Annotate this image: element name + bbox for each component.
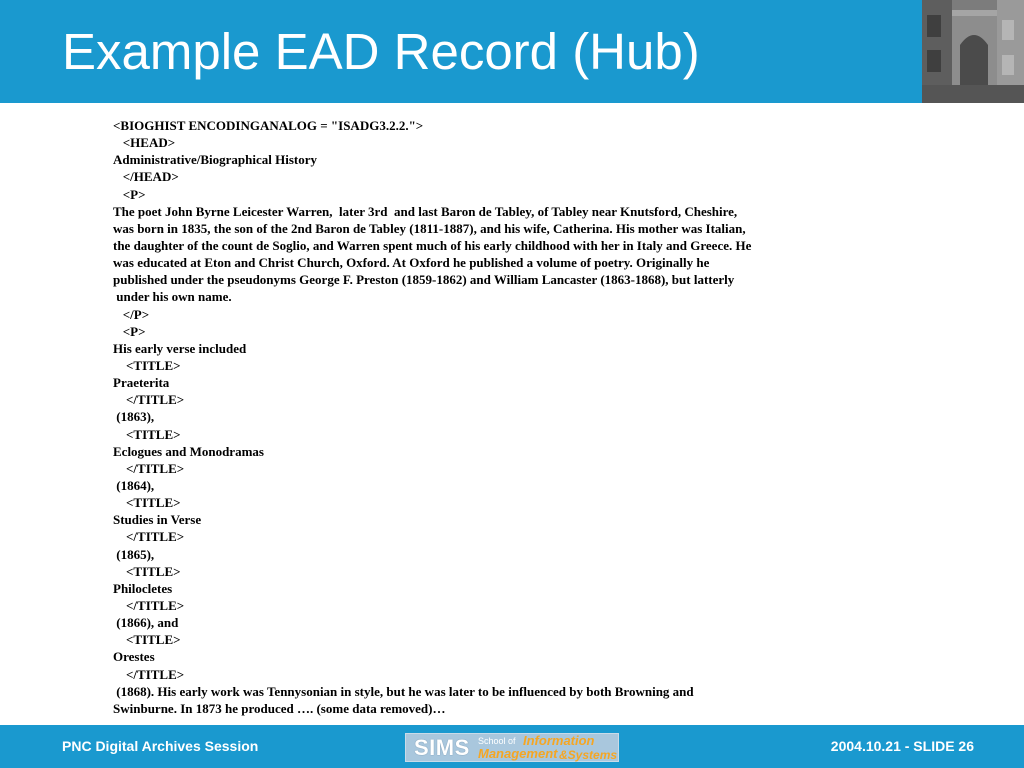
- text-line: (1865),: [113, 546, 155, 562]
- text-line: <TITLE>: [113, 563, 181, 579]
- text-line: was born in 1835, the son of the 2nd Baron de Tabley (1811-1887), and his wife, Catherina. His mother was Italian,: [113, 220, 746, 236]
- text-line: <TITLE>: [113, 357, 181, 373]
- header-bar: [0, 0, 1024, 103]
- text-line: (1868). His early work was Tennysonian in style, but he was later to be influenced by both Browning and: [113, 683, 694, 699]
- text-line: </TITLE>: [113, 529, 185, 545]
- text-line: </TITLE>: [113, 460, 185, 476]
- logo-management-text: Management: [478, 746, 558, 761]
- text-line: published under the pseudonyms George F. Preston (1859-1862) and William Lancaster (1863-1868), but latterly: [113, 272, 735, 288]
- text-line: Swinburne. In 1873 he produced …. (some data removed)…: [113, 700, 446, 716]
- ead-record-text: [113, 117, 833, 717]
- text-line: Studies in Verse: [113, 512, 202, 528]
- text-line: His early verse included: [113, 340, 247, 356]
- text-line: the daughter of the count de Soglio, and Warren spent much of his early childhood with her in Italy and Greece. He: [113, 237, 752, 253]
- text-line: The poet John Byrne Leicester Warren, later 3rd and last Baron de Tabley, of Tabley near Knutsford, Cheshire,: [113, 203, 738, 219]
- text-line: <P>: [113, 323, 146, 339]
- text-line: under his own name.: [113, 289, 232, 305]
- text-line: </TITLE>: [113, 392, 185, 408]
- text-line: (1863),: [113, 409, 155, 425]
- text-line: <BIOGHIST ENCODINGANALOG = "ISADG3.2.2.">: [113, 118, 424, 133]
- text-line: Praeterita: [113, 375, 170, 391]
- logo-information-text: Information: [523, 733, 595, 748]
- logo-school-of-text: School of: [478, 736, 516, 746]
- text-line: was educated at Eton and Christ Church, Oxford. At Oxford he published a volume of poetry. Originally he: [113, 255, 710, 271]
- text-line: <TITLE>: [113, 426, 181, 442]
- text-line: </P>: [113, 306, 150, 322]
- building-photo: [922, 0, 1024, 103]
- text-line: (1864),: [113, 477, 155, 493]
- text-line: <TITLE>: [113, 632, 181, 648]
- slide-number: 2004.10.21 - SLIDE 26: [830, 738, 974, 754]
- logo-sims-text: SIMS: [414, 735, 470, 760]
- text-line: <TITLE>: [113, 495, 181, 511]
- text-line: Philocletes: [113, 580, 173, 596]
- slide-title: Example EAD Record (Hub): [62, 23, 700, 80]
- sims-logo: [405, 733, 619, 762]
- session-name: PNC Digital Archives Session: [62, 738, 259, 754]
- text-line: Orestes: [113, 649, 155, 665]
- text-line: </TITLE>: [113, 666, 185, 682]
- text-line: <P>: [113, 186, 146, 202]
- text-line: Administrative/Biographical History: [113, 152, 318, 168]
- text-line: </TITLE>: [113, 597, 185, 613]
- footer-bar: [0, 725, 1024, 768]
- text-line: (1866), and: [113, 615, 179, 631]
- text-line: Eclogues and Monodramas: [113, 443, 264, 459]
- text-line: </HEAD>: [113, 169, 179, 185]
- logo-systems-text: &Systems: [559, 748, 618, 762]
- text-line: <HEAD>: [113, 135, 176, 151]
